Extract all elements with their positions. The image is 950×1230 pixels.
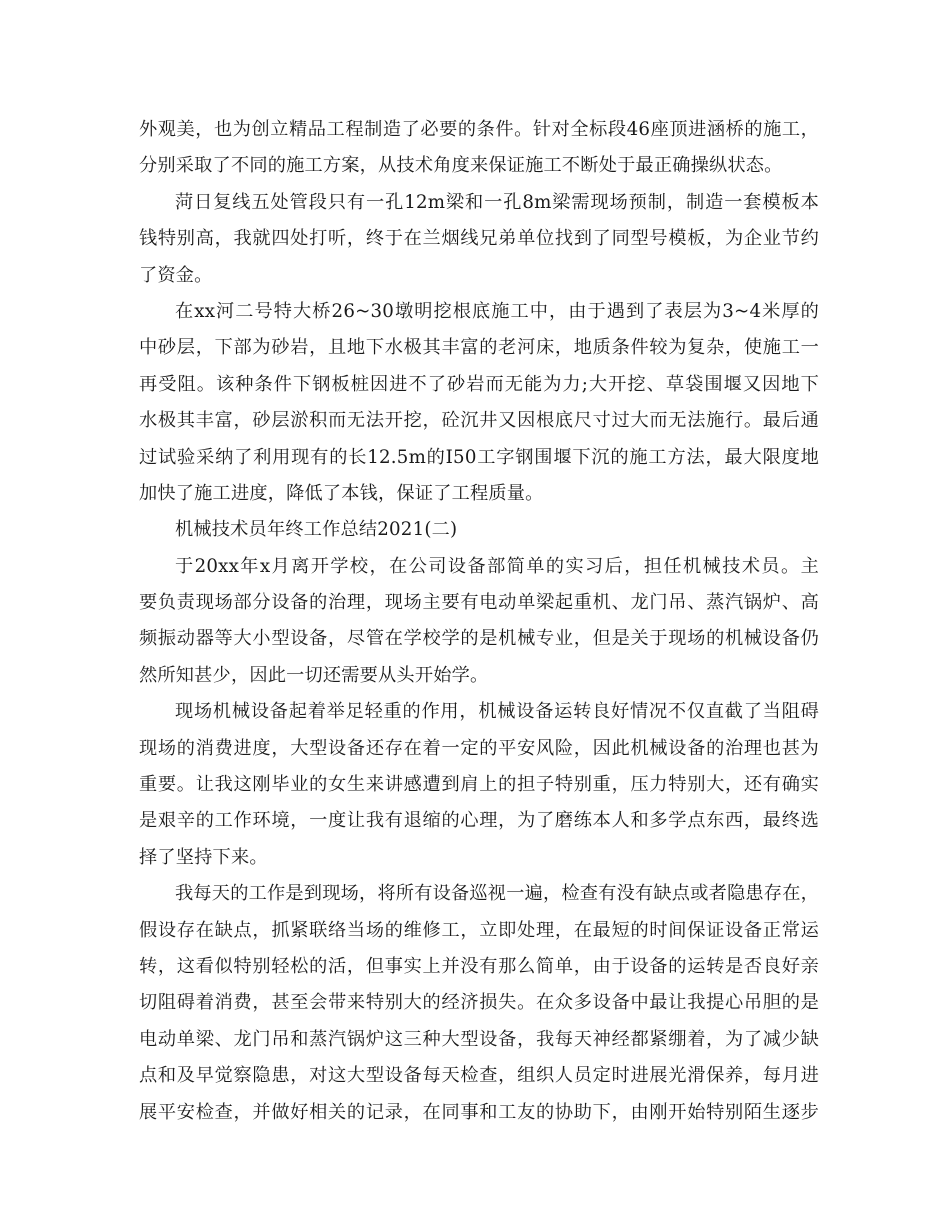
text-line: 重要。让我这刚毕业的女生来讲感遭到肩上的担子特别重，压力特别大，还有确实 [139,774,819,796]
paragraph-first-line: 我每天的工作是到现场，将所有设备巡视一遍，检查有没有缺点或者隐患存在， [175,883,819,905]
section-heading: 机械技术员年终工作总结2021(二) [175,519,458,541]
text-line: 频振动器等大小型设备，尽管在学校学的是机械专业，但是关于现场的机械设备仍 [139,628,819,650]
text-line: 分别采取了不同的施工方案，从技术角度来保证施工不断处于最正确操纵状态。 [139,155,783,177]
paragraph-first-line: 在xx河二号特大桥26~30墩明挖根底施工中，由于遇到了表层为3~4米厚的 [175,300,819,322]
document-page [139,112,819,1131]
text-line: 加快了施工进度，降低了本钱，保证了工程质量。 [139,482,544,504]
text-line: 点和及早觉察隐患，对这大型设备每天检查，组织人员定时进展光滑保养，每月进 [139,1065,819,1087]
text-line: 假设存在缺点，抓紧联络当场的维修工，立即处理，在最短的时间保证设备正常运 [139,919,819,941]
text-line: 外观美，也为创立精品工程制造了必要的条件。针对全标段46座顶进涵桥的施工， [139,119,819,140]
text-line: 水极其丰富，砂层淤积而无法开挖，砼沉井又因根底尺寸过大而无法施行。最后通 [139,410,819,432]
text-line: 转，这看似特别轻松的活，但事实上并没有那么简单，由于设备的运转是否良好亲 [139,955,819,977]
text-line: 现场的消费进度，大型设备还存在着一定的平安风险，因此机械设备的治理也甚为 [139,737,819,759]
text-line: 要负责现场部分设备的治理，现场主要有电动单梁起重机、龙门吊、蒸汽锅炉、高 [139,592,819,614]
text-line: 再受阻。该种条件下钢板桩因进不了砂岩而无能为力;大开挖、草袋围堰又因地下 [139,373,819,395]
text-line: 切阻碍着消费，甚至会带来特别大的经济损失。在众多设备中最让我提心吊胆的是 [139,992,819,1014]
paragraph-first-line: 于20xx年x月离开学校，在公司设备部简单的实习后，担任机械技术员。主 [175,555,819,577]
paragraph-first-line: 菏日复线五处管段只有一孔12m梁和一孔8m梁需现场预制，制造一套模板本 [175,191,819,213]
text-line: 中砂层，下部为砂岩，且地下水极其丰富的老河床，地质条件较为复杂，使施工一 [139,337,819,359]
text-line: 钱特别高，我就四处打听，终于在兰烟线兄弟单位找到了同型号模板，为企业节约 [139,228,819,250]
text-line: 然所知甚少，因此一切还需要从头开始学。 [139,664,489,686]
text-line: 展平安检查，并做好相关的记录，在同事和工友的协助下，由刚开始特别陌生逐步 [139,1101,819,1123]
text-line: 电动单梁、龙门吊和蒸汽锅炉这三种大型设备，我每天神经都紧绷着，为了减少缺 [139,1028,819,1050]
text-line: 过试验采纳了利用现有的长12.5m的I50工字钢围堰下沉的施工方法，最大限度地 [139,446,819,468]
text-line: 了资金。 [139,264,213,286]
paragraph-first-line: 现场机械设备起着举足轻重的作用，机械设备运转良好情况不仅直截了当阻碍 [175,701,819,723]
text-line: 择了坚持下来。 [139,846,268,868]
text-line: 是艰辛的工作环境，一度让我有退缩的心理，为了磨练本人和多学点东西，最终选 [139,810,819,832]
